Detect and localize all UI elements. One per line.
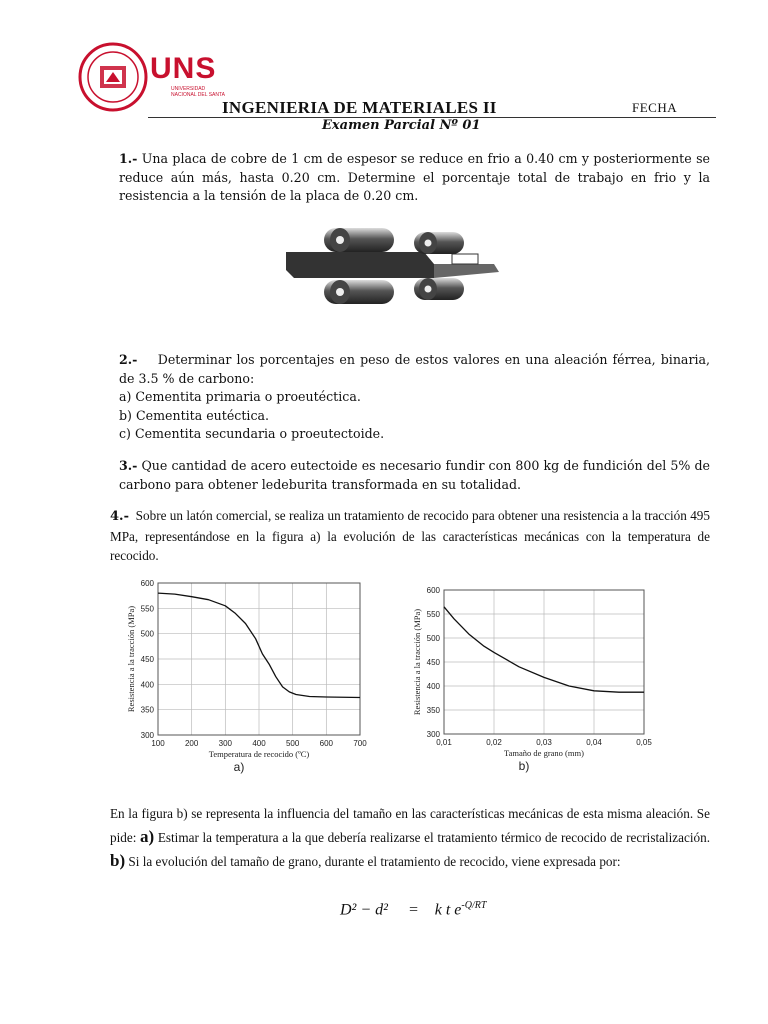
question-number: 3.- (119, 458, 138, 473)
y-tick-label: 350 (140, 705, 154, 715)
chart-b-grainsize-vs-strength (400, 580, 662, 795)
option-c: c) Cementita secundaria o proeutectoide. (119, 426, 385, 441)
y-tick-label: 550 (140, 604, 154, 614)
chart-a-temperature-vs-strength (112, 575, 380, 785)
y-tick-label: 500 (140, 629, 154, 639)
question-4-continued (110, 802, 710, 873)
grain-growth-formula (340, 900, 486, 919)
option-b: b) Cementita eutéctica. (119, 407, 270, 423)
question-number: 4.- (110, 509, 129, 524)
y-tick-label: 300 (140, 731, 154, 740)
x-tick-label: 200 (184, 739, 199, 748)
course-title: INGENIERIA DE MATERIALES II (222, 98, 497, 117)
y-axis-label: Resistencia a la tracción (MPa) (412, 608, 422, 716)
question-text: Sobre un latón comercial, se realiza un tratamiento de recocido para obtener una resistencia a la tracción 495 MPa, representándose en la figura a) la evolución de las características mecánicas con la temperatura de recocido. (110, 508, 710, 563)
x-tick-label: 0,05 (636, 738, 652, 747)
y-tick-label: 300 (426, 730, 440, 739)
question-4 (110, 506, 710, 566)
y-tick-label: 450 (426, 658, 440, 667)
question-1 (119, 150, 710, 206)
question-number: 2.- (119, 352, 138, 367)
formula-equals: = (407, 901, 419, 919)
question-number: 1.- (119, 151, 138, 166)
x-tick-label: 500 (285, 739, 300, 748)
date-label: FECHA (632, 100, 678, 115)
y-tick-label: 600 (140, 579, 154, 588)
paragraph-text: En la figura b) se representa la influencia del tamaño en las características mecánicas de esta misma aleación. Se pide: (110, 806, 710, 845)
x-tick-label: 0,03 (536, 738, 552, 747)
chart-caption: a) (233, 760, 245, 774)
part-a-text: Estimar la temperatura a la que debería realizarse el tratamiento térmico de recocido de recristalización. (157, 830, 710, 845)
x-tick-label: 600 (319, 739, 334, 748)
question-text: Una placa de cobre de 1 cm de espesor se reduce en frio a 0.40 cm y posteriormente se reduce aún más, hasta 0.20 cm. Determine el porcentaje total de trabajo en frio y la resistencia a la tensión de la placa de 0.20 cm. (119, 151, 710, 203)
part-a-label: a) (140, 827, 155, 846)
formula-lhs: D² − d² (340, 901, 388, 919)
exam-subtitle: Examen Parcial Nº 01 (322, 118, 481, 133)
x-tick-label: 0,01 (436, 738, 452, 747)
question-2 (119, 351, 710, 444)
part-b-label: b) (110, 851, 126, 870)
y-tick-label: 400 (426, 682, 440, 691)
y-tick-label: 550 (426, 610, 440, 619)
x-tick-label: 0,02 (486, 738, 502, 747)
logo-wordmark: UNS (150, 52, 217, 85)
x-tick-label: 400 (252, 739, 266, 748)
y-tick-label: 400 (140, 680, 154, 690)
chart-caption: b) (518, 759, 530, 773)
question-3 (119, 457, 710, 494)
x-tick-label: 300 (218, 739, 233, 748)
option-a: a) Cementita primaria o proeutéctica. (119, 389, 361, 404)
x-axis-label: Temperatura de recocido (ºC) (208, 749, 310, 759)
logo-subtext: UNIVERSIDAD NACIONAL DEL SANTA (171, 86, 225, 98)
x-tick-label: 100 (151, 739, 165, 748)
question-text: Que cantidad de acero eutectoide es necesario fundir con 800 kg de fundición del 5% de carbono para obtener ledeburita transformada en su totalidad. (119, 458, 710, 492)
rolling-mill-illustration (284, 222, 504, 314)
question-text: Determinar los porcentajes en peso de estos valores en una aleación férrea, binaria, de 3.5 % de carbono: (119, 352, 710, 386)
y-axis-label: Resistencia a la tracción (MPa) (126, 605, 136, 713)
y-tick-label: 450 (140, 655, 154, 664)
options-list (119, 388, 710, 444)
formula-rhs: k t e (434, 901, 462, 919)
university-seal-logo (78, 42, 148, 112)
part-b-text: Si la evolución del tamaño de grano, durante el tratamiento de recocido, viene expresada por: (128, 854, 621, 869)
x-axis-label: Tamaño de grano (mm) (504, 748, 584, 758)
x-tick-label: 0,04 (586, 738, 602, 747)
y-tick-label: 350 (426, 706, 440, 715)
formula-exponent: -Q/RT (461, 900, 487, 911)
y-tick-label: 500 (426, 634, 440, 643)
y-tick-label: 600 (426, 586, 440, 595)
x-tick-label: 700 (353, 739, 367, 748)
